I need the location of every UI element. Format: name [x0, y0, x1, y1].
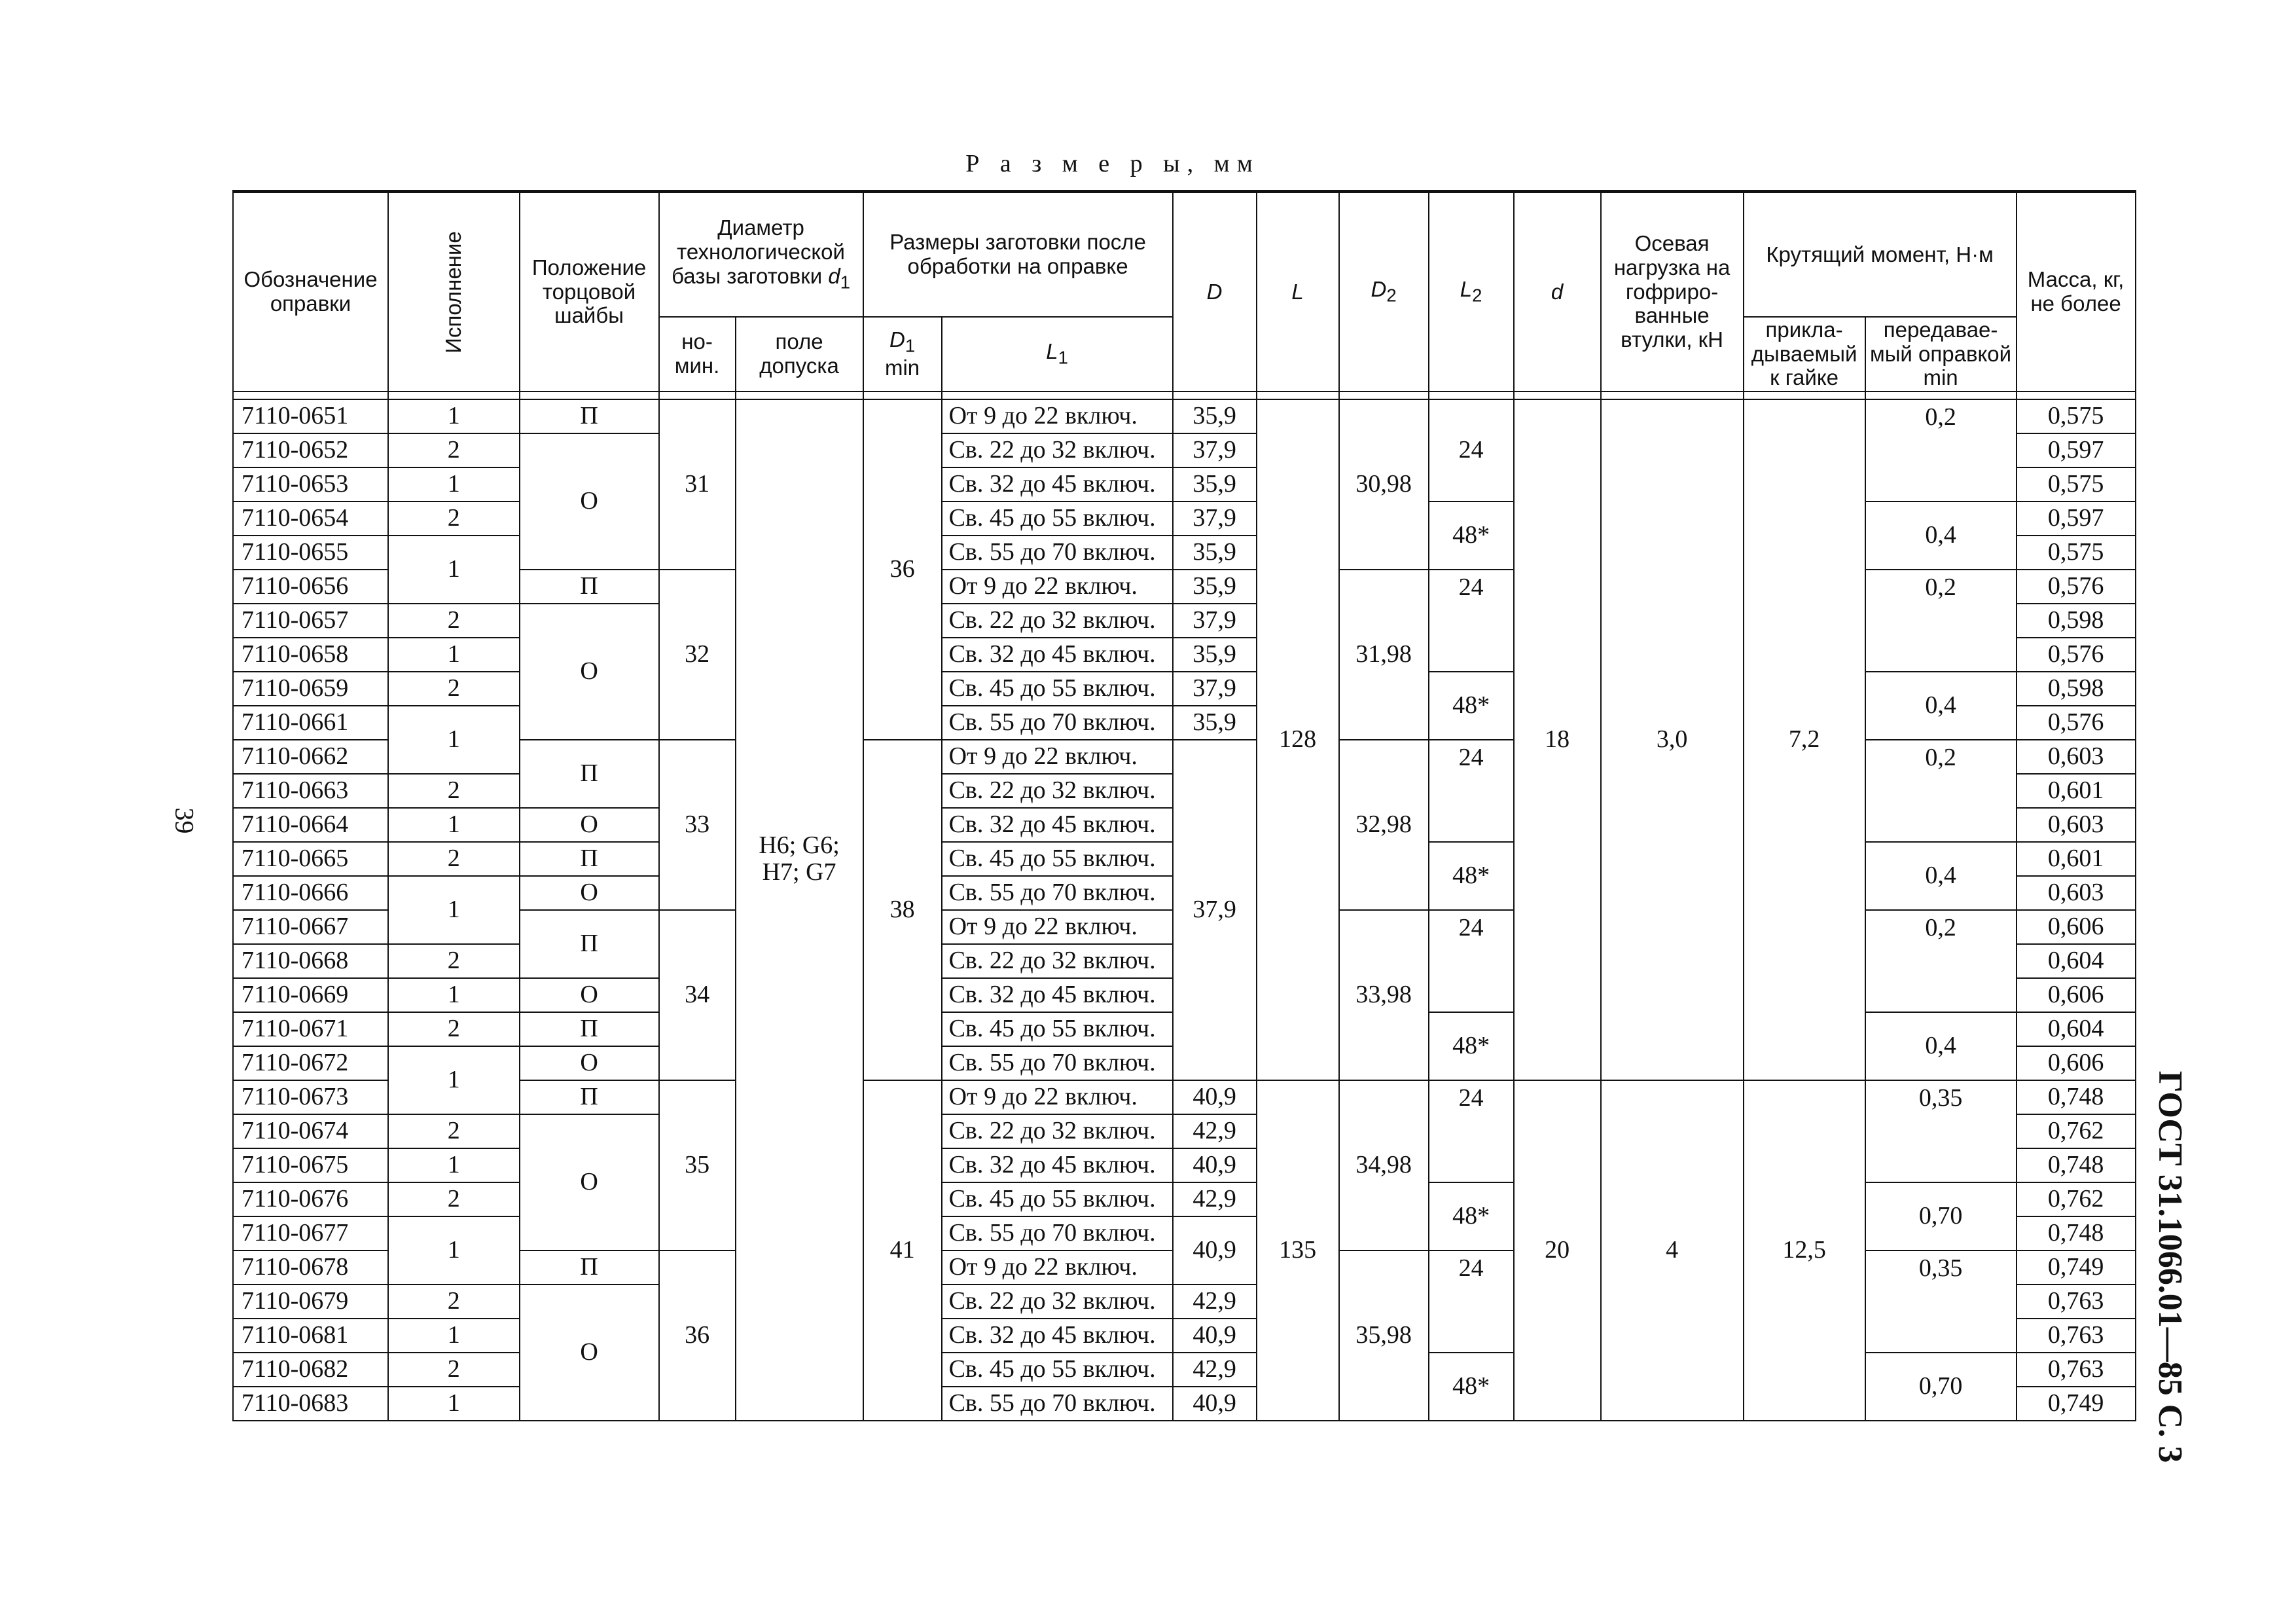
mass-cell: 0,763	[2017, 1353, 2136, 1387]
header-D1: $D_1$ min	[863, 317, 942, 392]
header-torque-applied: прикла-дываемый к гайке	[1744, 317, 1865, 392]
L2-cell: 48*	[1429, 1353, 1514, 1421]
mass-cell: 0,763	[2017, 1319, 2136, 1353]
header-variant: Исполнение	[388, 192, 520, 392]
variant-cell: 1	[388, 1319, 520, 1353]
header-mass: Масса, кг, не более	[2017, 192, 2136, 392]
mass-cell: 0,601	[2017, 842, 2136, 876]
range-cell: Св. 22 до 32 включ.	[942, 944, 1173, 978]
variant-cell: 1	[388, 638, 520, 672]
mass-cell: 0,575	[2017, 399, 2136, 433]
D-cell: 37,9	[1173, 740, 1257, 1080]
D-cell: 40,9	[1173, 1387, 1257, 1421]
mass-cell: 0,598	[2017, 672, 2136, 706]
variant-cell: 2	[388, 604, 520, 638]
D-cell: 37,9	[1173, 672, 1257, 706]
D-cell: 35,9	[1173, 638, 1257, 672]
designation-cell: 7110-0675	[233, 1148, 388, 1182]
range-cell: Св. 55 до 70 включ.	[942, 1046, 1173, 1080]
designation-cell: 7110-0667	[233, 910, 388, 944]
designation-cell: 7110-0652	[233, 433, 388, 467]
mass-cell: 0,748	[2017, 1080, 2136, 1114]
designation-cell: 7110-0662	[233, 740, 388, 774]
range-cell: Св. 32 до 45 включ.	[942, 808, 1173, 842]
D1-cell: 41	[863, 1080, 942, 1421]
range-cell: От 9 до 22 включ.	[942, 740, 1173, 774]
variant-cell: 2	[388, 1012, 520, 1046]
designation-cell: 7110-0657	[233, 604, 388, 638]
L2-cell: 48*	[1429, 1182, 1514, 1250]
torque-transmitted-cell: 0,35	[1865, 1080, 2017, 1182]
mass-cell: 0,597	[2017, 433, 2136, 467]
designation-cell: 7110-0651	[233, 399, 388, 433]
torque-transmitted-cell: 0,4	[1865, 1012, 2017, 1080]
tolerance-cell: H6; G6; H7; G7	[736, 399, 863, 1421]
D-cell: 35,9	[1173, 536, 1257, 570]
range-cell: Св. 32 до 45 включ.	[942, 467, 1173, 501]
washer-cell: П	[520, 570, 659, 604]
variant-cell: 2	[388, 672, 520, 706]
designation-cell: 7110-0674	[233, 1114, 388, 1148]
mass-cell: 0,763	[2017, 1285, 2136, 1319]
mass-cell: 0,601	[2017, 774, 2136, 808]
variant-cell: 2	[388, 433, 520, 467]
nominal-cell: 32	[659, 570, 736, 740]
range-cell: От 9 до 22 включ.	[942, 399, 1173, 433]
mass-cell: 0,749	[2017, 1387, 2136, 1421]
range-cell: От 9 до 22 включ.	[942, 1080, 1173, 1114]
range-cell: Св. 55 до 70 включ.	[942, 536, 1173, 570]
axial-cell: 4	[1601, 1080, 1744, 1421]
designation-cell: 7110-0658	[233, 638, 388, 672]
D2-cell: 32,98	[1339, 740, 1429, 910]
L-cell: 135	[1257, 1080, 1339, 1421]
D-cell: 40,9	[1173, 1080, 1257, 1114]
header-D: D	[1173, 192, 1257, 392]
washer-cell: О	[520, 1114, 659, 1250]
L2-cell: 48*	[1429, 842, 1514, 910]
torque-transmitted-cell: 0,70	[1865, 1182, 2017, 1250]
L2-cell: 48*	[1429, 501, 1514, 570]
mass-cell: 0,604	[2017, 1012, 2136, 1046]
designation-cell: 7110-0663	[233, 774, 388, 808]
D1-cell: 38	[863, 740, 942, 1080]
header-nominal: но-мин.	[659, 317, 736, 392]
D-cell: 42,9	[1173, 1285, 1257, 1319]
torque-transmitted-cell: 0,35	[1865, 1250, 2017, 1353]
table-row	[233, 399, 2136, 433]
D-cell: 40,9	[1173, 1319, 1257, 1353]
variant-cell: 1	[388, 1387, 520, 1421]
range-cell: Св. 45 до 55 включ.	[942, 672, 1173, 706]
range-cell: Св. 45 до 55 включ.	[942, 501, 1173, 536]
header-blank-dims: Размеры заготовки после обработки на оправке	[863, 192, 1173, 318]
mass-cell: 0,598	[2017, 604, 2136, 638]
range-cell: Св. 45 до 55 включ.	[942, 1353, 1173, 1387]
designation-cell: 7110-0676	[233, 1182, 388, 1216]
torque-transmitted-cell: 0,2	[1865, 910, 2017, 1012]
D2-cell: 35,98	[1339, 1250, 1429, 1421]
designation-cell: 7110-0659	[233, 672, 388, 706]
mass-cell: 0,575	[2017, 467, 2136, 501]
mass-cell: 0,575	[2017, 536, 2136, 570]
D2-cell: 34,98	[1339, 1080, 1429, 1250]
designation-cell: 7110-0678	[233, 1250, 388, 1285]
designation-cell: 7110-0654	[233, 501, 388, 536]
designation-cell: 7110-0671	[233, 1012, 388, 1046]
range-cell: Св. 22 до 32 включ.	[942, 433, 1173, 467]
D-cell: 35,9	[1173, 706, 1257, 740]
header-base-diameter: Диаметр технологической базы заготовки $d_1$	[659, 192, 863, 318]
variant-cell: 2	[388, 501, 520, 536]
d-cell: 20	[1514, 1080, 1601, 1421]
variant-cell: 1	[388, 706, 520, 774]
designation-cell: 7110-0656	[233, 570, 388, 604]
mass-cell: 0,597	[2017, 501, 2136, 536]
mass-cell: 0,604	[2017, 944, 2136, 978]
L2-cell: 48*	[1429, 672, 1514, 740]
variant-cell: 1	[388, 536, 520, 604]
mass-cell: 0,748	[2017, 1216, 2136, 1250]
washer-cell: П	[520, 1250, 659, 1285]
variant-cell: 2	[388, 842, 520, 876]
mass-cell: 0,576	[2017, 570, 2136, 604]
torque-transmitted-cell: 0,4	[1865, 501, 2017, 570]
standard-reference: ГОСТ 31.1066.01—85 С. 3	[2151, 1070, 2189, 1463]
variant-cell: 1	[388, 808, 520, 842]
variant-cell: 1	[388, 876, 520, 944]
D-cell: 42,9	[1173, 1182, 1257, 1216]
torque-applied-cell: 12,5	[1744, 1080, 1865, 1421]
header-tolerance: поле допуска	[736, 317, 863, 392]
D-cell: 37,9	[1173, 501, 1257, 536]
axial-cell: 3,0	[1601, 399, 1744, 1080]
washer-cell: О	[520, 1046, 659, 1080]
range-cell: Св. 22 до 32 включ.	[942, 1114, 1173, 1148]
D-cell: 37,9	[1173, 604, 1257, 638]
range-cell: Св. 55 до 70 включ.	[942, 1387, 1173, 1421]
washer-cell: О	[520, 978, 659, 1012]
mass-cell: 0,748	[2017, 1148, 2136, 1182]
range-cell: От 9 до 22 включ.	[942, 910, 1173, 944]
range-cell: Св. 32 до 45 включ.	[942, 1319, 1173, 1353]
variant-cell: 1	[388, 1148, 520, 1182]
torque-transmitted-cell: 0,2	[1865, 399, 2017, 501]
D-cell: 35,9	[1173, 467, 1257, 501]
designation-cell: 7110-0665	[233, 842, 388, 876]
range-cell: Св. 45 до 55 включ.	[942, 842, 1173, 876]
D-cell: 40,9	[1173, 1216, 1257, 1285]
variant-cell: 2	[388, 1353, 520, 1387]
dimensions-title: Р а з м е р ы, мм	[965, 150, 1260, 177]
designation-cell: 7110-0669	[233, 978, 388, 1012]
nominal-cell: 31	[659, 399, 736, 570]
variant-cell: 2	[388, 1182, 520, 1216]
L2-cell: 24	[1429, 910, 1514, 1012]
mass-cell: 0,749	[2017, 1250, 2136, 1285]
header-L1: $L_1$	[942, 317, 1173, 392]
range-cell: Св. 55 до 70 включ.	[942, 1216, 1173, 1250]
washer-cell: О	[520, 604, 659, 740]
mass-cell: 0,603	[2017, 740, 2136, 774]
washer-cell: П	[520, 842, 659, 876]
variant-cell: 1	[388, 467, 520, 501]
d-cell: 18	[1514, 399, 1601, 1080]
designation-cell: 7110-0672	[233, 1046, 388, 1080]
designation-cell: 7110-0677	[233, 1216, 388, 1250]
washer-cell: О	[520, 1285, 659, 1421]
variant-cell: 1	[388, 978, 520, 1012]
washer-cell: П	[520, 740, 659, 808]
D-cell: 40,9	[1173, 1148, 1257, 1182]
torque-transmitted-cell: 0,4	[1865, 672, 2017, 740]
mass-cell: 0,603	[2017, 876, 2136, 910]
range-cell: Св. 32 до 45 включ.	[942, 638, 1173, 672]
mandrel-dimensions-table	[232, 190, 2136, 1421]
mass-cell: 0,762	[2017, 1114, 2136, 1148]
designation-cell: 7110-0653	[233, 467, 388, 501]
header-torque: Крутящий момент, Н·м	[1744, 192, 2017, 318]
L2-cell: 24	[1429, 740, 1514, 842]
range-cell: Св. 32 до 45 включ.	[942, 1148, 1173, 1182]
range-cell: Св. 45 до 55 включ.	[942, 1182, 1173, 1216]
header-L2: $L_2$	[1429, 192, 1514, 392]
designation-cell: 7110-0655	[233, 536, 388, 570]
range-cell: Св. 22 до 32 включ.	[942, 774, 1173, 808]
nominal-cell: 33	[659, 740, 736, 910]
designation-cell: 7110-0664	[233, 808, 388, 842]
range-cell: Св. 32 до 45 включ.	[942, 978, 1173, 1012]
torque-applied-cell: 7,2	[1744, 399, 1865, 1080]
L2-cell: 48*	[1429, 1012, 1514, 1080]
variant-cell: 2	[388, 1285, 520, 1319]
mass-cell: 0,762	[2017, 1182, 2136, 1216]
variant-cell: 2	[388, 944, 520, 978]
torque-transmitted-cell: 0,70	[1865, 1353, 2017, 1421]
mass-cell: 0,606	[2017, 978, 2136, 1012]
designation-cell: 7110-0661	[233, 706, 388, 740]
variant-cell: 1	[388, 399, 520, 433]
designation-cell: 7110-0683	[233, 1387, 388, 1421]
range-cell: Св. 45 до 55 включ.	[942, 1012, 1173, 1046]
mass-cell: 0,606	[2017, 910, 2136, 944]
nominal-cell: 34	[659, 910, 736, 1080]
designation-cell: 7110-0673	[233, 1080, 388, 1114]
mass-cell: 0,603	[2017, 808, 2136, 842]
L2-cell: 24	[1429, 1080, 1514, 1182]
header-designation: Обозначение оправки	[233, 192, 388, 392]
nominal-cell: 36	[659, 1250, 736, 1421]
header-d: d	[1514, 192, 1601, 392]
D-cell: 42,9	[1173, 1114, 1257, 1148]
variant-cell: 1	[388, 1046, 520, 1114]
L2-cell: 24	[1429, 399, 1514, 501]
variant-cell: 1	[388, 1216, 520, 1285]
header-axial-load: Осевая нагрузка на гофриро-ванные втулки, кН	[1601, 192, 1744, 392]
variant-cell: 2	[388, 774, 520, 808]
mass-cell: 0,576	[2017, 706, 2136, 740]
range-cell: Св. 55 до 70 включ.	[942, 876, 1173, 910]
D-cell: 37,9	[1173, 433, 1257, 467]
designation-cell: 7110-0682	[233, 1353, 388, 1387]
range-cell: От 9 до 22 включ.	[942, 1250, 1173, 1285]
L2-cell: 24	[1429, 1250, 1514, 1353]
D-cell: 35,9	[1173, 399, 1257, 433]
range-cell: Св. 22 до 32 включ.	[942, 1285, 1173, 1319]
D2-cell: 33,98	[1339, 910, 1429, 1080]
torque-transmitted-cell: 0,4	[1865, 842, 2017, 910]
L-cell: 128	[1257, 399, 1339, 1080]
D2-cell: 31,98	[1339, 570, 1429, 740]
designation-cell: 7110-0666	[233, 876, 388, 910]
header-washer: Положение торцовой шайбы	[520, 192, 659, 392]
D-cell: 42,9	[1173, 1353, 1257, 1387]
page-number: 39	[170, 807, 200, 834]
torque-transmitted-cell: 0,2	[1865, 740, 2017, 842]
washer-cell: О	[520, 433, 659, 570]
washer-cell: О	[520, 876, 659, 910]
designation-cell: 7110-0679	[233, 1285, 388, 1319]
nominal-cell: 35	[659, 1080, 736, 1250]
washer-cell: П	[520, 399, 659, 433]
washer-cell: П	[520, 910, 659, 978]
mass-cell: 0,576	[2017, 638, 2136, 672]
header-torque-transmitted: передавае-мый оправкой min	[1865, 317, 2017, 392]
washer-cell: П	[520, 1080, 659, 1114]
variant-cell: 2	[388, 1114, 520, 1148]
washer-cell: П	[520, 1012, 659, 1046]
D1-cell: 36	[863, 399, 942, 740]
D2-cell: 30,98	[1339, 399, 1429, 570]
designation-cell: 7110-0681	[233, 1319, 388, 1353]
D-cell: 35,9	[1173, 570, 1257, 604]
range-cell: Св. 55 до 70 включ.	[942, 706, 1173, 740]
range-cell: Св. 22 до 32 включ.	[942, 604, 1173, 638]
torque-transmitted-cell: 0,2	[1865, 570, 2017, 672]
mass-cell: 0,606	[2017, 1046, 2136, 1080]
washer-cell: О	[520, 808, 659, 842]
header-D2: $D_2$	[1339, 192, 1429, 392]
designation-cell: 7110-0668	[233, 944, 388, 978]
range-cell: От 9 до 22 включ.	[942, 570, 1173, 604]
header-L: L	[1257, 192, 1339, 392]
L2-cell: 24	[1429, 570, 1514, 672]
